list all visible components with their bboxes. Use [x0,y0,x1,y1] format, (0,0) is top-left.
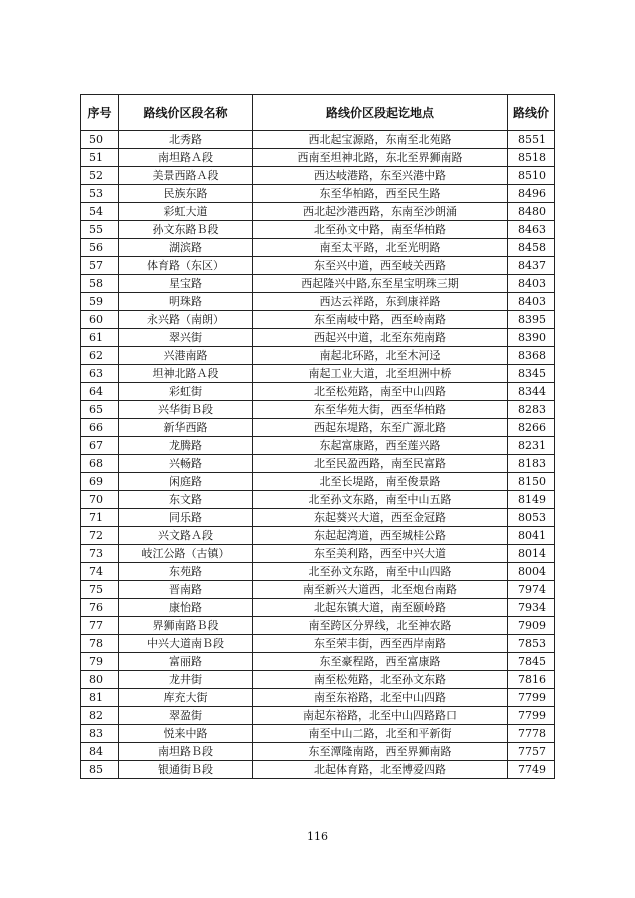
route-price: 8518 [508,149,555,167]
section-range: 东至荣丰街，西至西岸南路 [253,635,508,653]
section-range: 西北起宝源路，东南至北苑路 [253,131,508,149]
section-name: 翠盈街 [119,707,253,725]
section-range: 东至华苑大街，西至华柏路 [253,401,508,419]
route-price: 8149 [508,491,555,509]
route-price: 7749 [508,761,555,779]
route-price: 7757 [508,743,555,761]
section-range: 南至新兴大道西，北至炮台南路 [253,581,508,599]
route-price: 7974 [508,581,555,599]
table-row [81,131,555,149]
route-price: 7909 [508,617,555,635]
row-index: 60 [81,311,119,329]
section-name: 民族东路 [119,185,253,203]
section-range: 东至潭隆南路，西至界狮南路 [253,743,508,761]
section-range: 东起葵兴大道，西至金冠路 [253,509,508,527]
section-range: 西南至坦神北路，东北至界狮南路 [253,149,508,167]
section-range: 东起富康路，西至莲兴路 [253,437,508,455]
table-row [81,167,555,185]
page-number: 116 [307,830,328,843]
section-name: 体育路（东区） [119,257,253,275]
row-index: 77 [81,617,119,635]
row-index: 79 [81,653,119,671]
section-name: 彩虹大道 [119,203,253,221]
table-header-row [81,95,555,131]
section-name: 晋南路 [119,581,253,599]
section-name: 兴畅路 [119,455,253,473]
row-index: 78 [81,635,119,653]
route-price: 7934 [508,599,555,617]
section-name: 北秀路 [119,131,253,149]
section-name: 新华西路 [119,419,253,437]
route-price: 8403 [508,293,555,311]
section-name: 中兴大道南Ｂ段 [119,635,253,653]
table-row [81,239,555,257]
table-row [81,257,555,275]
table-row [81,311,555,329]
section-range: 南起北环路，北至木河迳 [253,347,508,365]
row-index: 56 [81,239,119,257]
route-price: 8510 [508,167,555,185]
section-name: 兴华街Ｂ段 [119,401,253,419]
table-row [81,653,555,671]
row-index: 70 [81,491,119,509]
section-name: 明珠路 [119,293,253,311]
table-row [81,275,555,293]
section-name: 星宝路 [119,275,253,293]
section-name: 翠兴街 [119,329,253,347]
table-row [81,329,555,347]
section-range: 东至兴中道，西至岐关西路 [253,257,508,275]
section-name: 永兴路（南朗） [119,311,253,329]
table-row [81,149,555,167]
row-index: 80 [81,671,119,689]
route-price: 8551 [508,131,555,149]
section-range: 南起东裕路，北至中山四路路口 [253,707,508,725]
row-index: 68 [81,455,119,473]
route-price: 8231 [508,437,555,455]
route-price: 8004 [508,563,555,581]
header-route-price: 路线价 [508,95,555,131]
route-price: 7799 [508,689,555,707]
row-index: 76 [81,599,119,617]
section-name: 南坦路Ａ段 [119,149,253,167]
section-range: 南起工业大道，北至坦洲中桥 [253,365,508,383]
route-price: 8463 [508,221,555,239]
section-range: 北至长堤路，南至俊景路 [253,473,508,491]
route-price: 7816 [508,671,555,689]
table-row [81,221,555,239]
section-range: 东至南岐中路，西至岭南路 [253,311,508,329]
section-name: 兴港南路 [119,347,253,365]
table-row [81,509,555,527]
table-row [81,743,555,761]
route-price-table [80,94,555,779]
route-price: 8041 [508,527,555,545]
section-name: 龙腾路 [119,437,253,455]
route-price: 7778 [508,725,555,743]
section-range: 西达岐港路，东至兴港中路 [253,167,508,185]
section-name: 兴文路Ａ段 [119,527,253,545]
route-price: 8150 [508,473,555,491]
row-index: 53 [81,185,119,203]
route-price: 8283 [508,401,555,419]
section-range: 南至跨区分界线，北至神农路 [253,617,508,635]
row-index: 64 [81,383,119,401]
table-row [81,383,555,401]
route-price: 8480 [508,203,555,221]
table-row [81,581,555,599]
route-price: 8266 [508,419,555,437]
row-index: 67 [81,437,119,455]
table-row [81,527,555,545]
route-price: 8395 [508,311,555,329]
table-row [81,671,555,689]
table-row [81,401,555,419]
section-name: 美景西路Ａ段 [119,167,253,185]
section-range: 西起兴中道，北至东苑南路 [253,329,508,347]
route-price: 8344 [508,383,555,401]
section-range: 东至豪程路，西至富康路 [253,653,508,671]
section-name: 同乐路 [119,509,253,527]
table-row [81,455,555,473]
section-range: 南至东裕路，北至中山四路 [253,689,508,707]
section-range: 北至民盈西路，南至民富路 [253,455,508,473]
row-index: 57 [81,257,119,275]
route-price: 8183 [508,455,555,473]
row-index: 59 [81,293,119,311]
section-name: 银通街Ｂ段 [119,761,253,779]
section-name: 孙文东路Ｂ段 [119,221,253,239]
section-range: 东至华柏路，西至民生路 [253,185,508,203]
section-name: 富丽路 [119,653,253,671]
section-name: 湖滨路 [119,239,253,257]
table-row [81,347,555,365]
header-section-range: 路线价区段起讫地点 [253,95,508,131]
section-name: 康怡路 [119,599,253,617]
section-name: 坦神北路Ａ段 [119,365,253,383]
route-price: 8368 [508,347,555,365]
section-name: 东文路 [119,491,253,509]
row-index: 85 [81,761,119,779]
table-row [81,725,555,743]
row-index: 82 [81,707,119,725]
section-range: 西达云祥路，东到康祥路 [253,293,508,311]
row-index: 51 [81,149,119,167]
header-section-name: 路线价区段名称 [119,95,253,131]
row-index: 69 [81,473,119,491]
route-price: 8345 [508,365,555,383]
table-row [81,185,555,203]
table-row [81,437,555,455]
route-price: 7853 [508,635,555,653]
section-name: 龙井街 [119,671,253,689]
route-price: 7799 [508,707,555,725]
header-index: 序号 [81,95,119,131]
section-range: 北至松苑路，南至中山四路 [253,383,508,401]
table-row [81,293,555,311]
row-index: 50 [81,131,119,149]
section-range: 南至中山二路，北至和平新街 [253,725,508,743]
section-range: 北至孙文中路，南至华柏路 [253,221,508,239]
section-name: 悦来中路 [119,725,253,743]
section-range: 北起体育路，北至博爱四路 [253,761,508,779]
section-name: 彩虹街 [119,383,253,401]
table-row [81,419,555,437]
table-row [81,617,555,635]
table-row [81,635,555,653]
row-index: 55 [81,221,119,239]
table-row [81,563,555,581]
route-price: 8403 [508,275,555,293]
table-row [81,761,555,779]
section-name: 界狮南路Ｂ段 [119,617,253,635]
section-name: 闲庭路 [119,473,253,491]
section-range: 西起隆兴中路,东至星宝明珠三期 [253,275,508,293]
row-index: 62 [81,347,119,365]
section-range: 北起东镇大道，南至颐岭路 [253,599,508,617]
table-row [81,365,555,383]
row-index: 72 [81,527,119,545]
row-index: 71 [81,509,119,527]
route-price: 8458 [508,239,555,257]
table-row [81,203,555,221]
table-row [81,545,555,563]
row-index: 83 [81,725,119,743]
table-row [81,707,555,725]
table-row [81,491,555,509]
route-price: 8014 [508,545,555,563]
route-price: 8053 [508,509,555,527]
section-range: 西北起沙港西路，东南至沙朗涌 [253,203,508,221]
row-index: 61 [81,329,119,347]
section-range: 南至松苑路，北至孙文东路 [253,671,508,689]
route-price: 8437 [508,257,555,275]
route-price: 8390 [508,329,555,347]
section-name: 库充大街 [119,689,253,707]
section-range: 东至美利路，西至中兴大道 [253,545,508,563]
row-index: 84 [81,743,119,761]
section-range: 北至孙文东路，南至中山五路 [253,491,508,509]
section-name: 东苑路 [119,563,253,581]
section-range: 南至太平路，北至光明路 [253,239,508,257]
row-index: 75 [81,581,119,599]
route-price: 7845 [508,653,555,671]
row-index: 73 [81,545,119,563]
section-name: 南坦路Ｂ段 [119,743,253,761]
table-row [81,599,555,617]
section-range: 北至孙文东路，南至中山四路 [253,563,508,581]
section-range: 西起东堤路，东至广源北路 [253,419,508,437]
row-index: 58 [81,275,119,293]
section-range: 东起起湾道，西至城桂公路 [253,527,508,545]
row-index: 65 [81,401,119,419]
table-body [81,131,555,779]
row-index: 74 [81,563,119,581]
row-index: 63 [81,365,119,383]
row-index: 81 [81,689,119,707]
table-row [81,689,555,707]
section-name: 岐江公路（古镇） [119,545,253,563]
row-index: 54 [81,203,119,221]
route-price: 8496 [508,185,555,203]
table-row [81,473,555,491]
row-index: 66 [81,419,119,437]
row-index: 52 [81,167,119,185]
